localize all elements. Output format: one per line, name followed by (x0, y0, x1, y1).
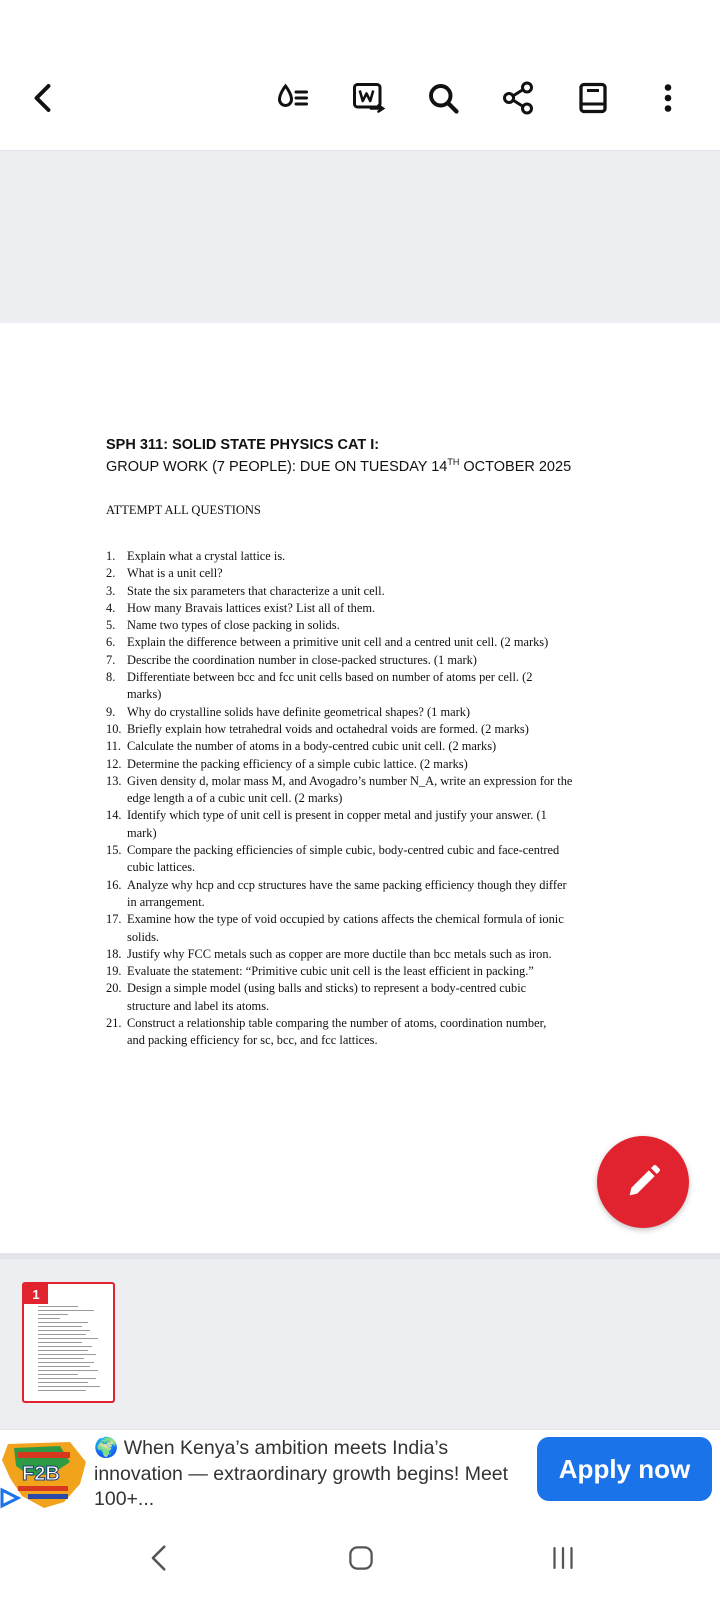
question-text-line: State the six parameters that characterize a unit cell. (127, 583, 385, 598)
book-icon[interactable] (571, 76, 615, 120)
question-text-line: Analyze why hcp and ccp structures have the same packing efficiency though they differ (127, 877, 567, 892)
question-item (106, 704, 626, 721)
question-number: 7. (106, 652, 116, 667)
nav-home-icon[interactable] (331, 1536, 391, 1580)
question-number: 10. (106, 721, 122, 736)
question-item (106, 946, 626, 963)
question-text-line: Design a simple model (using balls and sticks) to represent a body-centred cubic (127, 981, 527, 996)
thumbnail-line (38, 1334, 86, 1335)
edit-button[interactable] (597, 1136, 689, 1228)
ad-banner[interactable] (0, 1429, 720, 1517)
question-text-line: Construct a relationship table comparing the number of atoms, coordination number, (127, 1016, 547, 1031)
question-text-line: Explain what a crystal lattice is. (127, 549, 286, 563)
question-text-line: cubic lattices. (127, 860, 196, 875)
question-text-line: Name two types of close packing in solids. (127, 618, 340, 633)
question-item (106, 773, 626, 808)
question-text-line: Calculate the number of atoms in a body-centred cubic unit cell. (2 marks) (127, 739, 497, 754)
question-text-line: edge length a of a cubic unit cell. (2 marks) (127, 791, 343, 806)
question-number: 21. (106, 1016, 122, 1031)
thumbnail-line (38, 1322, 88, 1323)
thumbnail-line (38, 1354, 96, 1355)
question-text-line: Evaluate the statement: “Primitive cubic unit cell is the least efficient in packing.” (127, 964, 534, 979)
ad-logo-text: F2B (22, 1463, 60, 1485)
question-item (106, 756, 626, 773)
question-number: 13. (106, 773, 122, 788)
question-number: 16. (106, 877, 122, 892)
question-text-line: structure and label its atoms. (127, 998, 270, 1013)
question-text-line: How many Bravais lattices exist? List all of them. (127, 600, 376, 615)
thumbnail-line (38, 1338, 98, 1339)
question-number: 14. (106, 808, 122, 823)
question-text-line: mark) (127, 825, 157, 840)
nav-recents-icon[interactable] (533, 1536, 593, 1580)
question-text-line: marks) (127, 687, 162, 702)
question-number: 6. (106, 635, 116, 650)
apply-now-button[interactable]: Apply now (537, 1437, 712, 1501)
question-number: 9. (106, 704, 116, 719)
question-number: 11. (106, 739, 122, 754)
thumbnail-line (38, 1310, 94, 1311)
question-number: 17. (106, 912, 122, 927)
thumbnail-line (38, 1378, 96, 1379)
thumbnail-line (38, 1362, 94, 1363)
thumbnail-line (38, 1358, 84, 1359)
question-number: 18. (106, 946, 122, 961)
question-item (106, 911, 626, 946)
share-icon[interactable] (496, 76, 540, 120)
question-item (106, 548, 626, 565)
document-instruction: ATTEMPT ALL QUESTIONS (106, 503, 261, 517)
question-item (106, 738, 626, 755)
document-subtitle: GROUP WORK (7 PEOPLE): DUE ON TUESDAY 14TH OCTOBER 2025 (106, 457, 572, 475)
thumbnail-line (38, 1370, 98, 1371)
question-text-line: solids. (127, 929, 160, 944)
thumbnail-line (38, 1326, 82, 1327)
question-item (106, 877, 626, 912)
question-item (106, 617, 626, 634)
question-text-line: Why do crystalline solids have definite geometrical shapes? (1 mark) (127, 704, 471, 719)
question-item (106, 669, 626, 704)
question-text-line: and packing efficiency for sc, bcc, and fcc lattices. (127, 1033, 378, 1048)
question-item (106, 980, 626, 1015)
question-text-line: in arrangement. (127, 894, 205, 909)
question-text-line: Examine how the type of void occupied by cations affects the chemical formula of ionic (127, 912, 564, 927)
back-icon[interactable] (22, 76, 66, 120)
question-item (106, 721, 626, 738)
question-text-line: Given density d, molar mass M, and Avogadro’s number N_A, write an expression for the (127, 773, 573, 788)
top-toolbar (0, 0, 720, 151)
question-text-line: Determine the packing efficiency of a simple cubic lattice. (2 marks) (127, 756, 468, 771)
edit-pencil-icon (623, 1162, 663, 1202)
question-text-line: Explain the difference between a primitive unit cell and a centred unit cell. (2 marks) (127, 635, 549, 650)
search-icon[interactable] (421, 76, 465, 120)
question-item (106, 600, 626, 617)
reading-mode-icon[interactable] (271, 76, 315, 120)
question-number: 3. (106, 583, 116, 598)
question-number: 2. (106, 566, 116, 581)
question-text-line: Describe the coordination number in close-packed structures. (1 mark) (127, 652, 477, 667)
question-item (106, 1015, 626, 1050)
question-number: 19. (106, 964, 122, 979)
document-title: SPH 311: SOLID STATE PHYSICS CAT I: (106, 437, 380, 453)
system-navigation-bar (0, 1516, 720, 1600)
question-text-line: Briefly explain how tetrahedral voids and octahedral voids are formed. (2 marks) (127, 721, 529, 736)
thumbnail-line (38, 1306, 78, 1307)
question-item (106, 807, 626, 842)
question-item (106, 565, 626, 582)
more-options-icon[interactable] (646, 76, 690, 120)
question-text-line: Differentiate between bcc and fcc unit cells based on number of atoms per cell. (2 (127, 670, 533, 685)
nav-back-icon[interactable] (130, 1536, 190, 1580)
thumbnail-line (38, 1346, 92, 1347)
question-item (106, 583, 626, 600)
question-item (106, 652, 626, 669)
question-number: 1. (106, 549, 116, 563)
question-text-line: Identify which type of unit cell is present in copper metal and justify your answer. (1 (127, 808, 547, 823)
viewer-background-top (0, 151, 720, 323)
question-number: 20. (106, 981, 122, 996)
question-number: 12. (106, 756, 122, 771)
thumbnail-line (38, 1366, 90, 1367)
question-item (106, 842, 626, 877)
question-number: 15. (106, 843, 122, 858)
ad-logo (0, 1440, 90, 1510)
page-thumbnail[interactable] (22, 1282, 115, 1403)
question-number: 4. (106, 600, 116, 615)
thumbnail-line (38, 1342, 82, 1343)
question-item (106, 634, 626, 651)
thumbnail-line (38, 1350, 88, 1351)
thumbnail-line (38, 1374, 78, 1375)
thumbnail-line (38, 1386, 100, 1387)
thumbnail-line (38, 1330, 90, 1331)
thumbnail-line (38, 1314, 68, 1315)
question-text-line: Justify why FCC metals such as copper are more ductile than bcc metals such as iron. (127, 946, 552, 961)
thumbnail-line (38, 1390, 86, 1391)
question-text-line: Compare the packing efficiencies of simple cubic, body-centred cubic and face-centred (127, 843, 560, 858)
thumbnail-page-badge: 1 (24, 1284, 48, 1304)
question-number: 8. (106, 670, 116, 685)
thumbnail-line (38, 1382, 88, 1383)
ad-text[interactable]: 🌍 When Kenya’s ambition meets India’s innovation — extraordinary growth begins! Meet 100+... (94, 1437, 509, 1510)
question-list (106, 548, 626, 1050)
question-text-line: What is a unit cell? (127, 566, 223, 581)
question-number: 5. (106, 618, 116, 633)
question-item (106, 963, 626, 980)
thumbnail-line (38, 1318, 60, 1319)
convert-to-word-icon[interactable] (346, 76, 390, 120)
